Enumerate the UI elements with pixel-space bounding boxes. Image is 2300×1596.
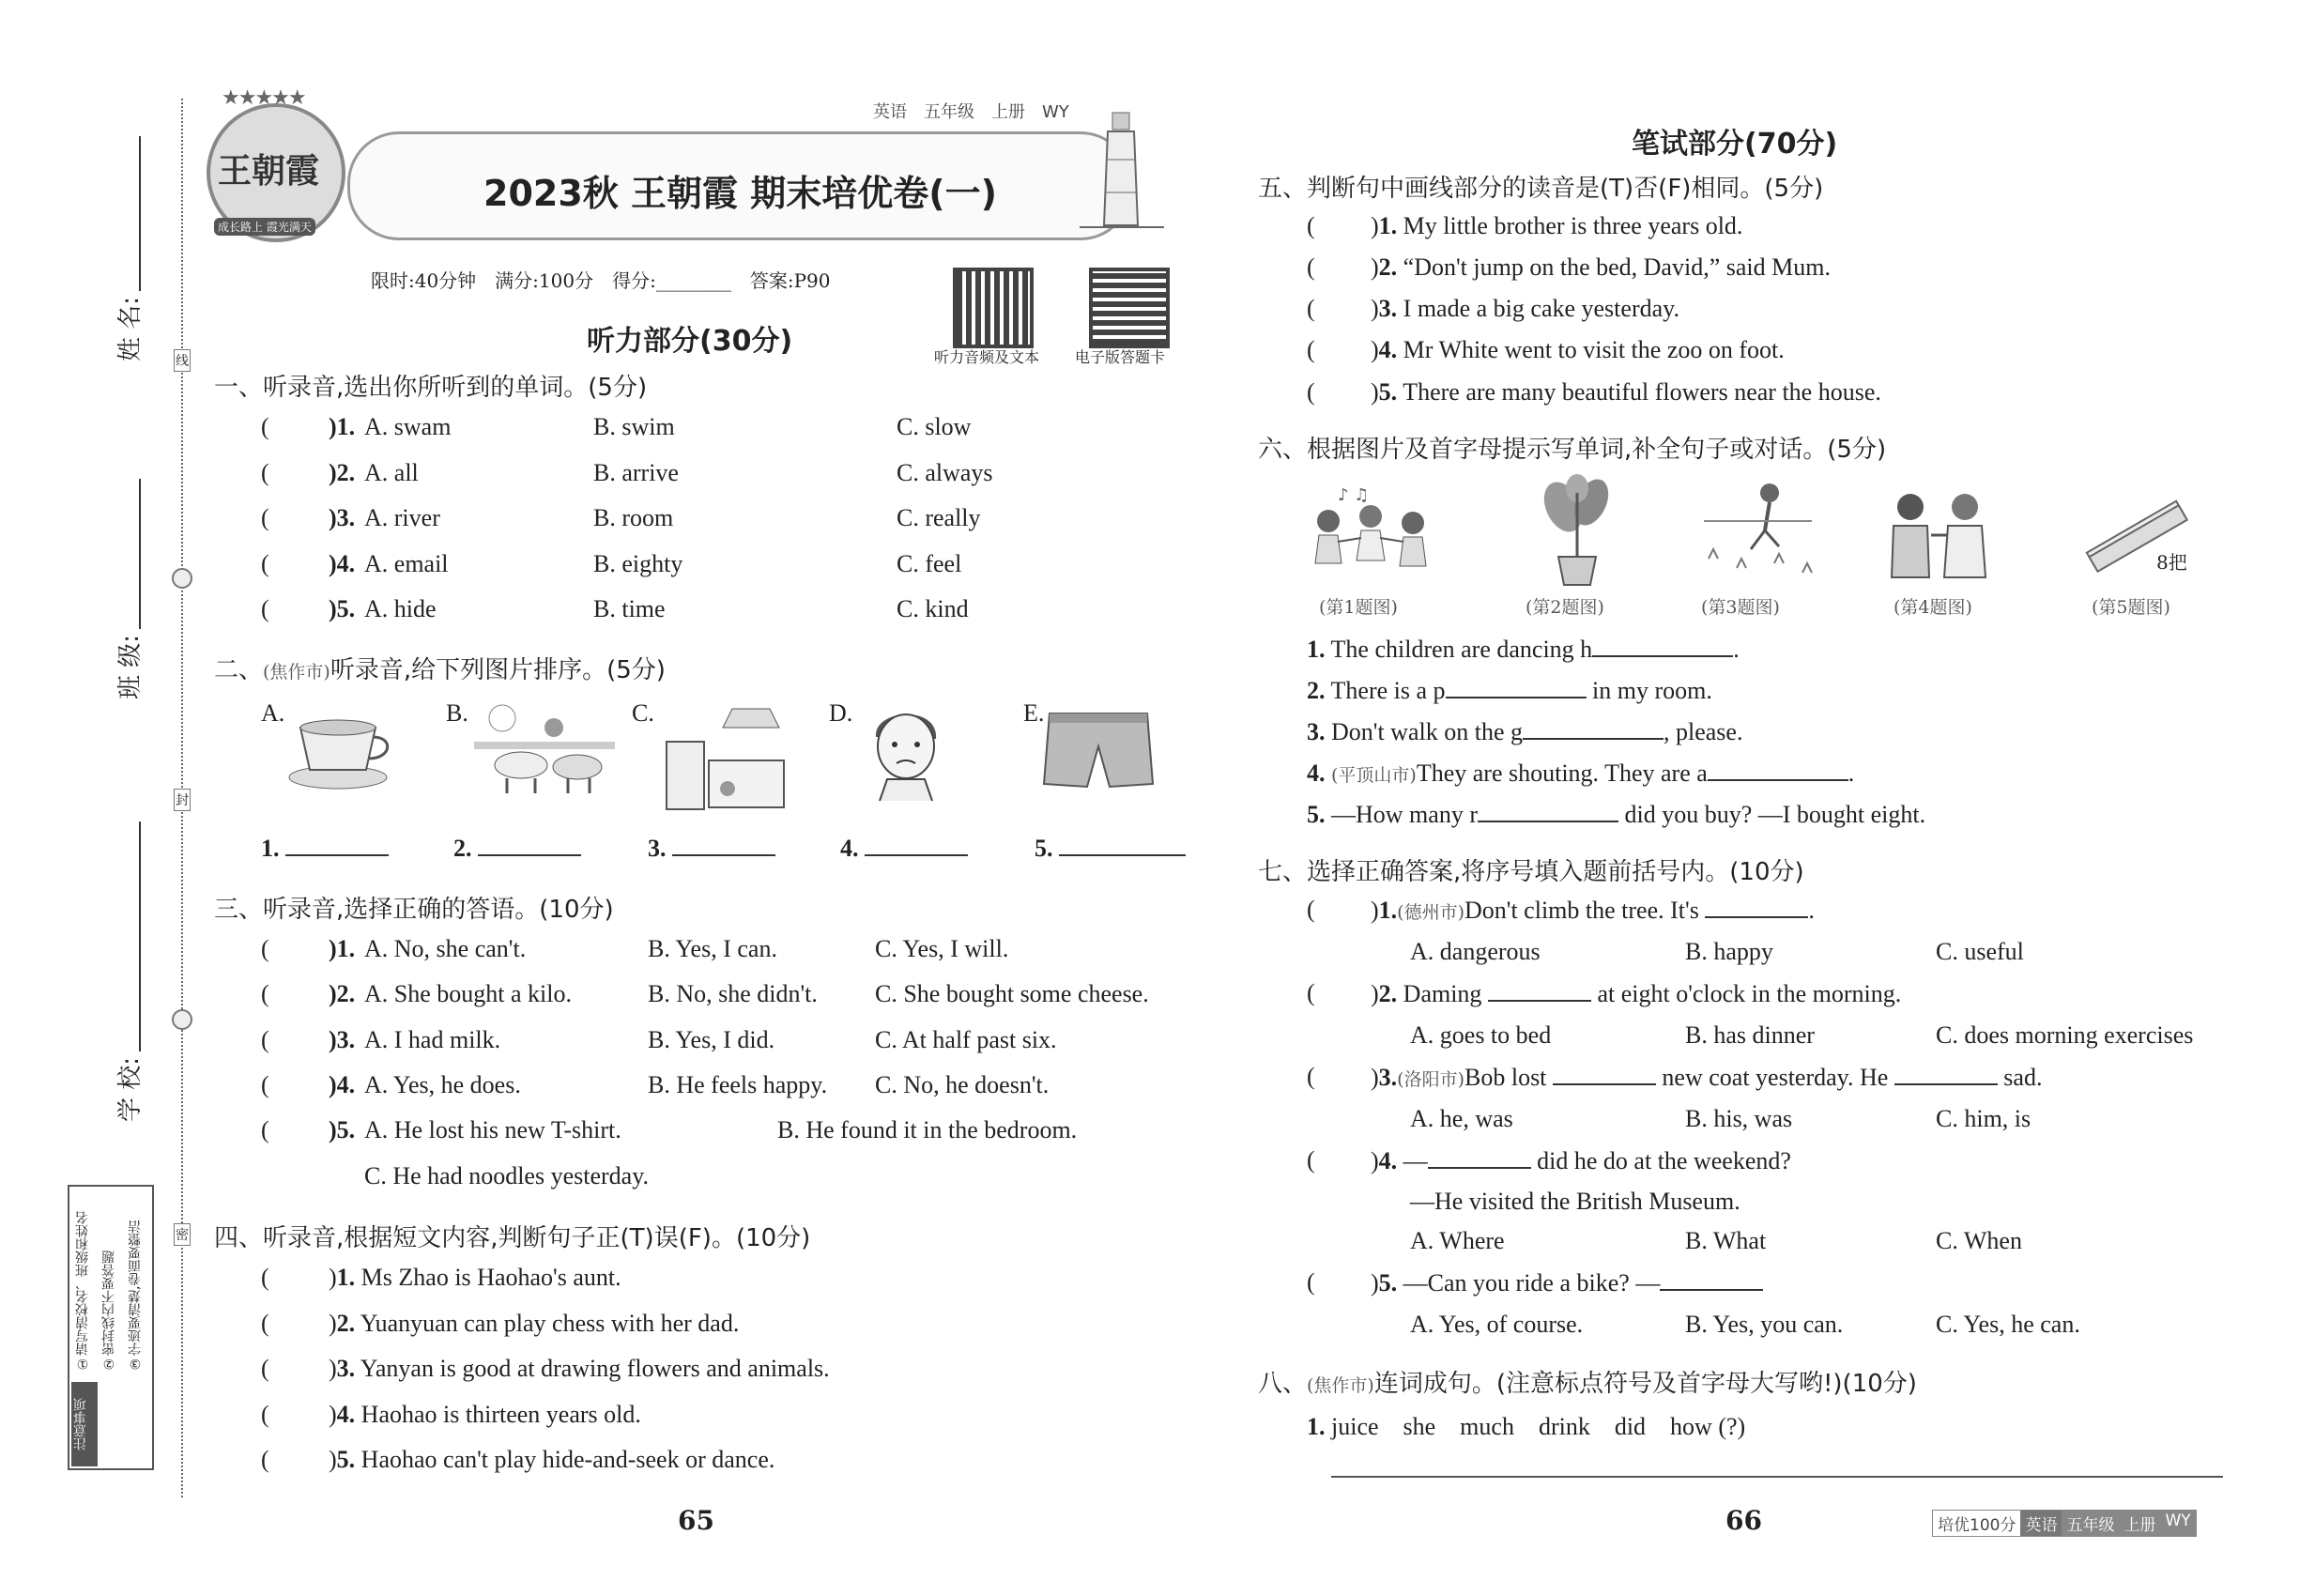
pic-label-e: E. [1023,699,1045,727]
section-1-title: 一、听录音,选出你所听到的单词。(5分) [214,374,648,402]
option-a[interactable]: A. dangerous [1410,938,1541,965]
option-b[interactable]: B. No, she didn't. [648,980,818,1007]
answer-blank[interactable] [1592,635,1733,657]
tf-statement: )3. Yanyan is good at drawing flowers and animals. [329,1355,830,1382]
ring-icon [172,1009,192,1030]
option-c[interactable]: C. Yes, I will. [875,935,1009,962]
option-c[interactable]: C. He had noodles yesterday. [364,1162,650,1189]
option-a[interactable]: A. river [364,504,440,531]
option-c[interactable]: C. Yes, he can. [1936,1311,2080,1338]
answer-blank[interactable] [1553,1063,1656,1085]
option-a[interactable]: A. Yes, of course. [1410,1311,1584,1338]
answer-paren[interactable]: ( [1307,336,1315,363]
tf-statement: )2. Yuanyuan can play chess with her dad. [329,1310,740,1337]
answer-paren[interactable]: ( [261,980,269,1007]
answer-paren[interactable]: ( [1307,1268,1315,1296]
answer-paren[interactable]: ( [261,1355,269,1382]
footer-badge-edition: WY [2160,1511,2195,1536]
answer-line[interactable] [1331,1476,2223,1478]
question-number: )4. [329,1071,356,1098]
tf-statement: )4. Haohao is thirteen years old. [329,1401,641,1428]
word-order-item: 1. juice she much drink did how (?) [1307,1413,1746,1440]
pic-label-d: D. [829,699,853,727]
option-c[interactable]: C. really [897,504,981,531]
answer-paren[interactable]: ( [261,935,269,962]
secret-mark: 密 [174,1223,191,1246]
listening-title: 听力部分(30分) [587,325,793,358]
brand-logo [207,86,345,242]
answer-blank[interactable] [1428,1146,1531,1169]
option-c[interactable]: C. always [897,459,993,486]
pic-caption: (第5题图) [2092,597,2170,618]
footer-badge-volume: 上册 [2119,1511,2160,1536]
answer-paren[interactable]: ( [261,1071,269,1098]
mc-question-line2: —He visited the British Museum. [1410,1188,1740,1215]
city-tag: (焦作市) [1307,1375,1374,1396]
order-blank[interactable]: 2. [453,834,581,863]
page-title: 2023秋 王朝霞 期末培优卷(一) [483,173,997,214]
option-b[interactable]: B. Yes, I did. [648,1026,775,1053]
option-b[interactable]: B. time [593,595,666,622]
answer-paren[interactable]: ( [261,459,269,486]
answer-blank[interactable] [1660,1268,1763,1291]
option-c[interactable]: C. kind [897,595,969,622]
mc-question: )5. —Can you ride a bike? — [1371,1268,1763,1297]
question-number: )5. [329,1116,356,1143]
city-tag: (平顶山市) [1331,765,1417,786]
teacup-image [286,704,394,793]
answer-blank[interactable] [1488,979,1591,1002]
section-2-title: 二、(焦作市)听录音,给下列图片排序。(5分) [214,656,666,684]
option-b[interactable]: B. room [593,504,674,531]
logo-text: 王朝霞 [218,152,320,191]
section-3-title: 三、听录音,选择正确的答语。(10分) [214,896,614,924]
section-8-title: 八、(焦作市)连词成句。(注意标点符号及首字母大写哟!)(10分) [1258,1370,1917,1398]
svg-text:♪ ♫: ♪ ♫ [1338,485,1370,505]
question-number: )4. [329,550,356,577]
answer-paren[interactable]: ( [1307,212,1315,239]
lighthouse-icon [1080,103,1164,235]
pic-caption: (第1题图) [1319,597,1398,618]
option-b[interactable]: B. Yes, I can. [648,935,777,962]
school-line[interactable] [139,821,141,1051]
option-b[interactable]: B. He found it in the bedroom. [777,1116,1078,1143]
question-number: )1. [329,413,356,440]
answer-paren[interactable]: ( [1307,378,1315,406]
answer-paren[interactable]: ( [261,595,269,622]
answer-paren[interactable]: ( [261,1116,269,1143]
footer-badge-brand: 培优100分 [1933,1511,2020,1536]
pic-caption: (第2题图) [1526,597,1604,618]
answer-blank[interactable] [1446,676,1587,698]
option-c[interactable]: C. slow [897,413,972,440]
order-blank[interactable]: 4. [840,834,968,863]
answer-paren[interactable]: ( [1307,253,1315,281]
page-number-left: 65 [678,1505,714,1536]
question-number: )2. [329,459,356,486]
pronunciation-item: )1. My little brother is three years old. [1371,212,1743,239]
order-blank[interactable]: 3. [648,834,775,863]
option-a[interactable]: A. he, was [1410,1105,1513,1132]
answer-paren[interactable]: ( [1307,979,1315,1006]
qr1-caption: 听力音频及文本 [934,348,1040,366]
mc-question: )4. — did he do at the weekend? [1371,1147,1791,1174]
section-5-title: 五、判断句中画线部分的读音是(T)否(F)相同。(5分) [1258,175,1824,203]
note-2: ②密封线内不要答题 [101,1251,116,1371]
option-b[interactable]: B. his, was [1685,1105,1793,1132]
mc-question: )2. Daming at eight o'clock in the morning. [1371,980,1902,1007]
order-blank[interactable]: 5. [1035,834,1186,863]
notes-box [68,1185,154,1470]
logo-sub: 成长路上 霞光满天 [214,218,315,236]
grass-walking-image [1699,479,1821,582]
tf-statement: )1. Ms Zhao is Haohao's aunt. [329,1264,621,1291]
option-b[interactable]: B. swim [593,413,675,440]
city-tag: (德州市) [1397,902,1464,923]
option-b[interactable]: B. eighty [593,550,683,577]
pic-caption: (第4题图) [1894,597,1972,618]
seal-mark: 封 [174,789,191,811]
option-c[interactable]: C. does morning exercises [1936,1021,2194,1049]
question-number: )5. [329,595,356,622]
answer-paren[interactable]: ( [261,413,269,440]
pic-label-b: B. [446,699,468,727]
pic-label-c: C. [632,699,654,727]
option-c[interactable]: C. useful [1936,938,2024,965]
qr-code-icon[interactable] [1089,268,1170,348]
qr2-caption: 电子版答题卡 [1075,348,1166,366]
answer-blank[interactable] [1708,759,1848,781]
option-a[interactable]: A. goes to bed [1410,1021,1552,1049]
class-label: 班 级: [116,634,145,699]
option-b[interactable]: B. What [1685,1227,1767,1254]
answer-blank[interactable] [1478,800,1618,822]
answer-blank[interactable] [1894,1063,1998,1085]
qr-code-icon[interactable] [953,268,1034,348]
option-a[interactable]: A. I had milk. [364,1026,501,1053]
answer-blank[interactable] [1523,717,1664,740]
shorts-image [1042,704,1155,793]
angry-people-image [1882,483,1995,582]
option-c[interactable]: C. When [1936,1227,2022,1254]
answer-paren[interactable]: ( [261,1264,269,1291]
ring-icon [172,568,192,589]
class-line[interactable] [139,479,141,629]
option-c[interactable]: C. No, he doesn't. [875,1071,1050,1098]
section-4-title: 四、听录音,根据短文内容,判断句子正(T)误(F)。(10分) [214,1224,811,1252]
fill-item: 2. There is a p in my room. [1307,677,1712,704]
option-b[interactable]: B. arrive [593,459,679,486]
school-label: 学 校: [116,1056,145,1122]
section-6-title: 六、根据图片及首字母提示写单词,补全句子或对话。(5分) [1258,436,1887,464]
potted-plant-image [1540,474,1615,587]
farm-cows-image [469,699,620,798]
option-a[interactable]: A. Yes, he does. [364,1071,521,1098]
option-b[interactable]: B. Yes, you can. [1685,1311,1844,1338]
star-row: ★★★★★ [222,86,305,110]
option-a[interactable]: A. Where [1410,1227,1505,1254]
fill-item: 5. —How many r did you buy? —I bought eight. [1307,801,1926,828]
pronunciation-item: )2. “Don't jump on the bed, David,” said Mum. [1371,253,1831,281]
dancing-children-image [1300,483,1446,587]
option-a[interactable]: A. hide [364,595,437,622]
option-a[interactable]: A. He lost his new T-shirt. [364,1116,621,1143]
option-c[interactable]: C. At half past six. [875,1026,1057,1053]
pronunciation-item: )4. Mr White went to visit the zoo on foot. [1371,336,1785,363]
answer-paren[interactable]: ( [261,1026,269,1053]
note-1: ①请写清校名、班级和姓名 [75,1211,90,1371]
footer-badge [1932,1510,2197,1537]
pic-label-a: A. [261,699,285,727]
tf-statement: )5. Haohao can't play hide-and-seek or dance. [329,1446,775,1473]
footer-badge-grade: 五年级 [2062,1511,2119,1536]
option-b[interactable]: B. happy [1685,938,1773,965]
mc-question: )1.(德州市)Don't climb the tree. It's . [1371,897,1815,924]
answer-paren[interactable]: ( [261,550,269,577]
name-label: 姓 名: [116,296,145,361]
option-a[interactable]: A. She bought a kilo. [364,980,572,1007]
pronunciation-item: )5. There are many beautiful flowers near the house. [1371,378,1881,406]
option-c[interactable]: C. him, is [1936,1105,2032,1132]
question-number: )1. [329,935,356,962]
option-a[interactable]: A. all [364,459,419,486]
option-b[interactable]: B. has dinner [1685,1021,1815,1049]
line-mark: 线 [174,349,191,372]
answer-paren[interactable]: ( [1307,896,1315,923]
header-meta: 英语 五年级 上册 WY [873,102,1069,122]
fill-item: 4. (平顶山市)They are shouting. They are a . [1307,760,1855,787]
option-b[interactable]: B. He feels happy. [648,1071,828,1098]
pronunciation-item: )3. I made a big cake yesterday. [1371,295,1679,322]
answer-paren[interactable]: ( [1307,1063,1315,1090]
note-3: ③字迹要清楚,卷面要整洁 [128,1220,143,1371]
answer-paren[interactable]: ( [261,1401,269,1428]
page-number-right: 66 [1725,1505,1762,1536]
city-tag: (焦作市) [263,662,330,683]
answer-paren[interactable]: ( [261,1310,269,1337]
answer-blank[interactable] [1705,896,1808,918]
option-a[interactable]: A. swam [364,413,452,440]
sad-boy-image [859,699,953,803]
question-number: )3. [329,1026,356,1053]
section-7-title: 七、选择正确答案,将序号填入题前括号内。(10分) [1258,858,1804,886]
fill-item: 3. Don't walk on the g , please. [1307,718,1743,745]
pic-caption: (第3题图) [1701,597,1780,618]
pic5-label: 8把 [2156,551,2187,574]
name-line[interactable] [139,136,141,291]
option-c[interactable]: C. She bought some cheese. [875,980,1149,1007]
written-title: 笔试部分(70分) [1632,128,1838,161]
question-number: )3. [329,504,356,531]
option-a[interactable]: A. email [364,550,449,577]
answer-paren[interactable]: ( [261,1446,269,1473]
answer-paren[interactable]: ( [1307,295,1315,322]
city-tag: (洛阳市) [1397,1069,1464,1090]
exam-info: 限时:40分钟 满分:100分 得分:________ 答案:P90 [371,269,831,292]
option-c[interactable]: C. feel [897,550,962,577]
kitchen-image [662,704,789,812]
fill-item: 1. The children are dancing h . [1307,636,1740,663]
answer-paren[interactable]: ( [1307,1146,1315,1174]
answer-paren[interactable]: ( [261,504,269,531]
footer-badge-subject: 英语 [2020,1511,2062,1536]
order-blank[interactable]: 1. [261,834,389,863]
option-a[interactable]: A. No, she can't. [364,935,527,962]
question-number: )2. [329,980,356,1007]
notes-title: 注意事项 [71,1382,98,1466]
mc-question: )3.(洛阳市)Bob lost new coat yesterday. He sad. [1371,1064,2043,1091]
